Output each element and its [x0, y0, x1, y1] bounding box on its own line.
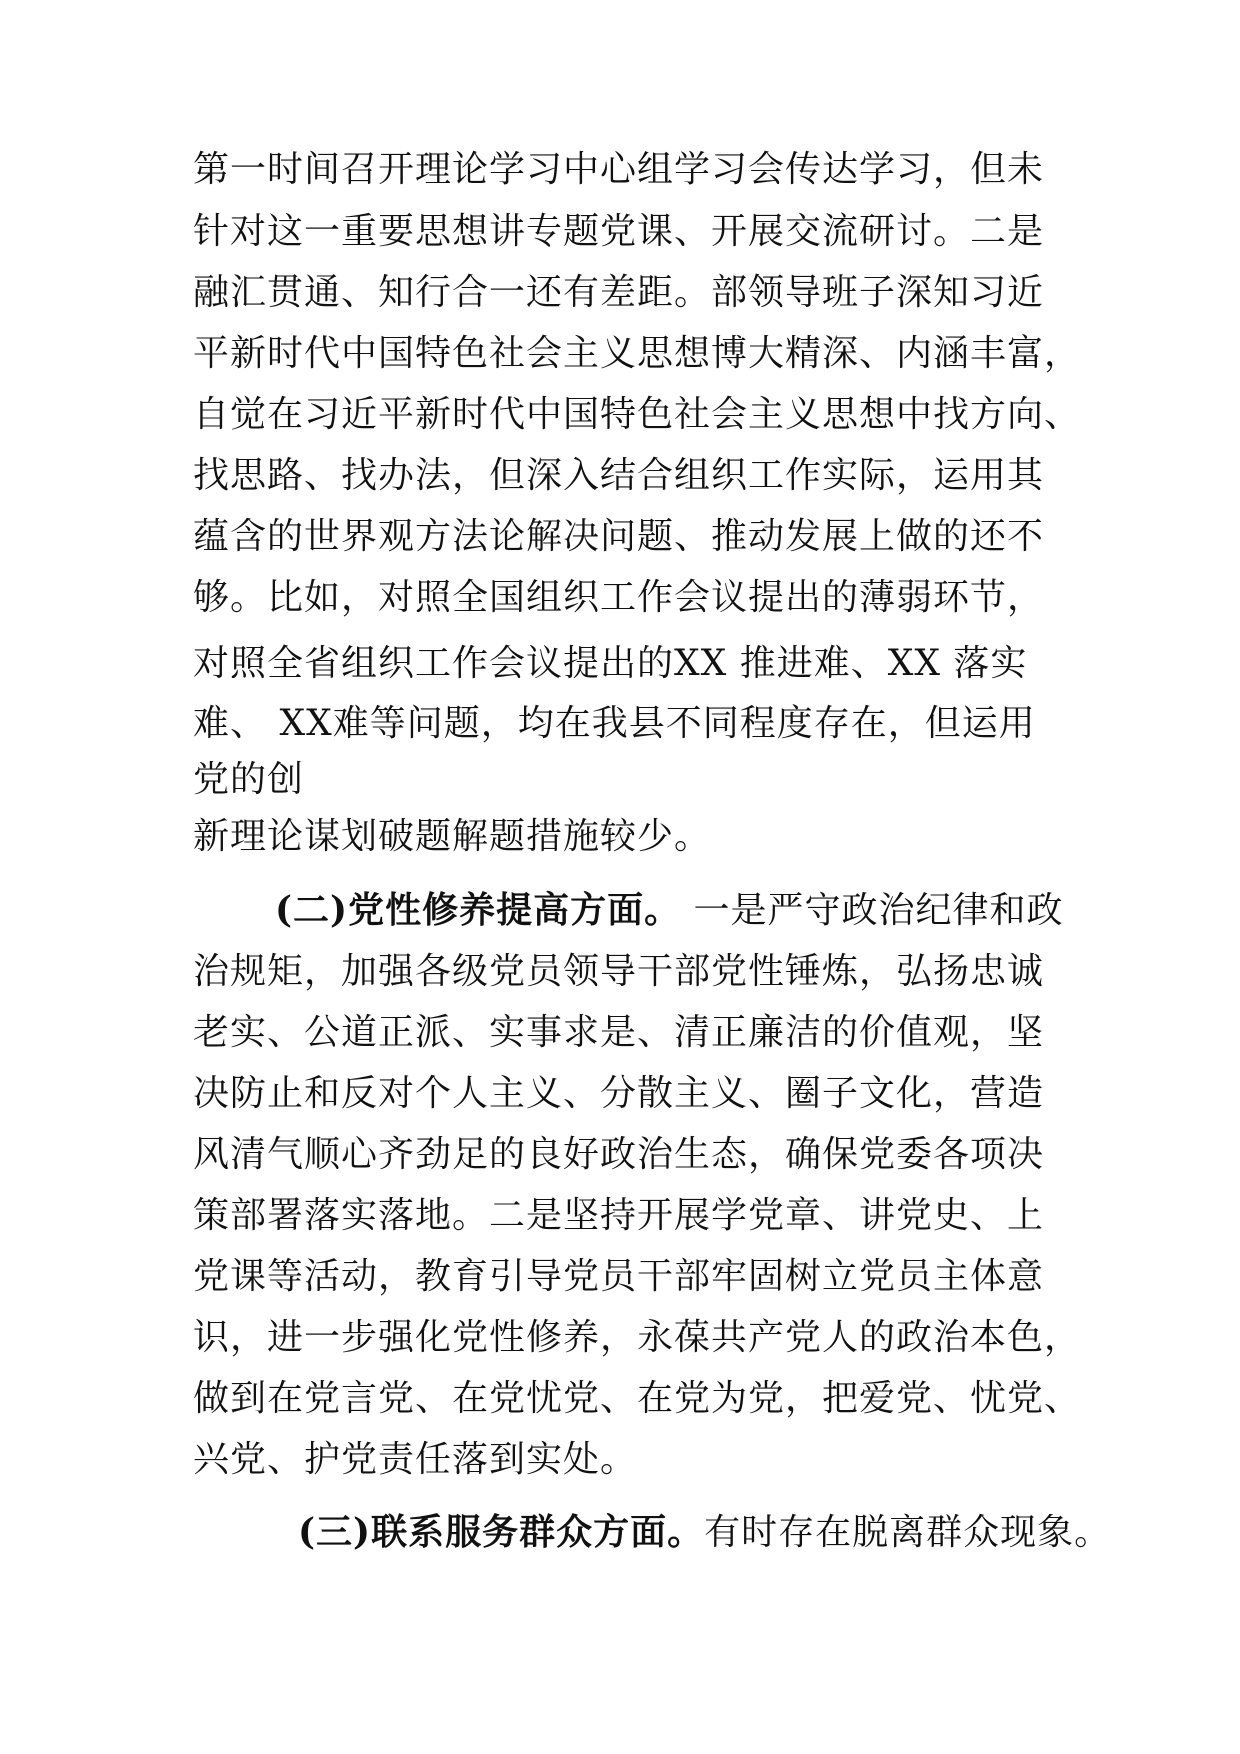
paragraph-line: 自觉在习近平新时代中国特色社会主义思想中找方向、 — [193, 394, 1082, 435]
paragraph-line: 够。比如，对照全国组织工作会议提出的薄弱环节， — [193, 577, 1045, 618]
section-3-text: 有时存在脱离群众现象。 — [704, 1512, 1112, 1553]
section-3-heading: (三)联系服务群众方面。 — [298, 1511, 705, 1553]
paragraph-line: 做到在党言党、在党忧党、在党为党，把爱党、忧党、 — [193, 1378, 1082, 1419]
paragraph-line: 针对这一重要思想讲专题党课、开展交流研讨。二是 — [193, 211, 1045, 252]
paragraph-line: 党的创 — [193, 759, 305, 800]
paragraph-line: 对照全省组织工作会议提出的XX 推进难、XX 落实 — [193, 643, 1028, 684]
section-2-first-line — [275, 888, 1064, 933]
paragraph-line: 策部署落实落地。二是坚持开展学党章、讲党史、上 — [193, 1195, 1045, 1236]
paragraph-line: 决防止和反对个人主义、分散主义、圈子文化，营造 — [193, 1073, 1045, 1114]
paragraph-line: 难、 XX难等问题，均在我县不同程度存在，但运用 — [193, 703, 1036, 744]
paragraph-line: 老实、公道正派、实事求是、清正廉洁的价值观，坚 — [193, 1012, 1045, 1053]
paragraph-line: 新理论谋划破题解题措施较少。 — [193, 816, 712, 857]
paragraph-line: 平新时代中国特色社会主义思想博大精深、内涵丰富， — [193, 333, 1082, 374]
paragraph-line: 第一时间召开理论学习中心组学习会传达学习，但未 — [193, 149, 1045, 190]
paragraph-line: 兴党、护党责任落到实处。 — [193, 1439, 638, 1480]
paragraph-line: 风清气顺心齐劲足的良好政治生态，确保党委各项决 — [193, 1134, 1045, 1175]
paragraph-line: 治规矩，加强各级党员领导干部党性锤炼，弘扬忠诚 — [193, 951, 1045, 992]
paragraph-line: 融汇贯通、知行合一还有差距。部领导班子深知习近 — [193, 272, 1045, 313]
paragraph-line: 党课等活动，教育引导党员干部牢固树立党员主体意 — [193, 1256, 1045, 1297]
paragraph-line: 识，进一步强化党性修养，永葆共产党人的政治本色， — [193, 1317, 1082, 1358]
section-2-text: 一是严守政治纪律和政 — [681, 890, 1064, 931]
section-2-heading: (二)党性修养提高方面。 — [275, 889, 682, 931]
paragraph-line: 蕴含的世界观方法论解决问题、推动发展上做的还不 — [193, 516, 1045, 557]
paragraph-line: 找思路、找办法，但深入结合组织工作实际，运用其 — [193, 455, 1045, 496]
section-3-first-line — [298, 1510, 1111, 1555]
